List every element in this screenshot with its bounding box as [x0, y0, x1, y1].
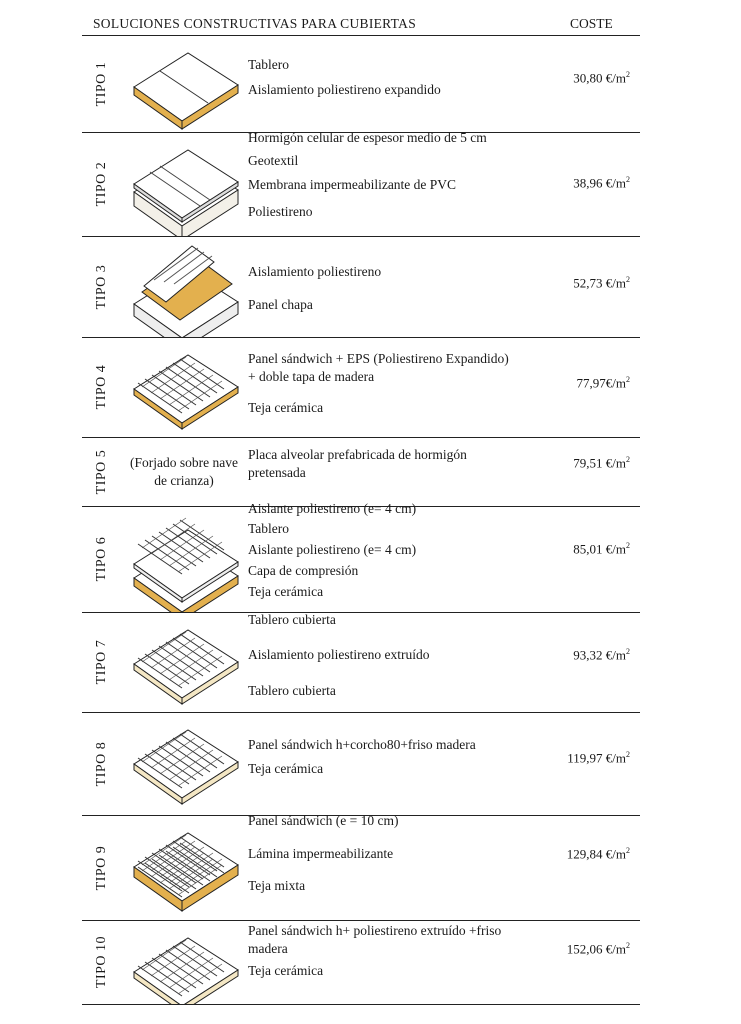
table-header — [0, 0, 741, 36]
row-type-text: TIPO 8 — [94, 741, 109, 786]
row-type-text: TIPO 5 — [94, 449, 109, 494]
roof-section-drawing — [120, 815, 250, 920]
description-line: Poliestireno — [248, 204, 313, 219]
row-cost — [560, 275, 630, 291]
row-description — [248, 35, 548, 132]
cost-unit-exponent: 2 — [626, 455, 630, 464]
row-description — [248, 132, 548, 236]
description-line: Tablero — [248, 521, 290, 536]
description-line: Teja mixta — [248, 878, 306, 893]
row-cost — [560, 455, 630, 471]
description-line: Teja cerámica — [248, 400, 324, 415]
table-row — [82, 337, 640, 437]
cost-unit-exponent: 2 — [626, 846, 630, 855]
table-row — [82, 712, 640, 815]
row-divider — [82, 1004, 640, 1005]
description-line: madera — [248, 941, 288, 956]
cost-column-header: COSTE — [570, 16, 613, 31]
row-type-label — [82, 437, 122, 506]
description-line: Aislamiento poliestireno expandido — [248, 82, 441, 97]
description-line: Teja cerámica — [248, 584, 324, 599]
table-row — [82, 815, 640, 920]
description-line: Panel sándwich h+corcho80+friso madera — [248, 737, 476, 752]
table-row — [82, 132, 640, 236]
description-line: Teja cerámica — [248, 761, 324, 776]
roof-section-drawing — [120, 506, 250, 612]
description-line: Panel sándwich h+ poliestireno extruído +friso — [248, 923, 502, 938]
row-type-label — [82, 815, 122, 920]
cost-value: 52,73 €/m — [573, 275, 626, 291]
cost-value: 93,32 €/m — [573, 647, 626, 663]
description-line: Teja cerámica — [248, 963, 324, 978]
row-type-text: TIPO 3 — [94, 264, 109, 309]
row-type-label — [82, 920, 122, 1004]
row-description — [248, 337, 548, 437]
row-description — [248, 612, 548, 712]
row-cost — [560, 647, 630, 663]
table-row — [82, 437, 640, 506]
description-line: Hormigón celular de espesor medio de 5 cm — [248, 130, 487, 145]
cost-unit-exponent: 2 — [626, 175, 630, 184]
row-description — [248, 712, 548, 815]
row-type-text: TIPO 1 — [94, 61, 109, 106]
roof-section-drawing — [120, 35, 250, 132]
cost-value: 77,97€/m — [576, 375, 626, 391]
description-line: Tablero — [248, 57, 290, 72]
cost-value: 38,96 €/m — [573, 175, 626, 191]
description-line: Aislante poliestireno (e= 4 cm) — [248, 542, 417, 557]
row-type-text: TIPO 6 — [94, 536, 109, 582]
row-description — [248, 236, 548, 337]
roof-section-drawing — [120, 236, 250, 337]
cost-unit-exponent: 2 — [626, 70, 630, 79]
row-cost — [560, 175, 630, 191]
row-type-text: TIPO 9 — [94, 845, 109, 890]
description-line: Panel sándwich (e = 10 cm) — [248, 813, 399, 828]
row-type-label — [82, 337, 122, 437]
row-description — [248, 437, 548, 506]
row-cost — [560, 941, 630, 957]
cost-unit-exponent: 2 — [626, 275, 630, 284]
description-line: pretensada — [248, 465, 306, 480]
description-line: + doble tapa de madera — [248, 369, 375, 384]
row-type-text: TIPO 10 — [94, 935, 109, 989]
description-line: Panel sándwich + EPS (Poliestireno Expandido) — [248, 351, 509, 366]
description-line: Tablero cubierta — [248, 612, 336, 627]
description-line: Capa de compresión — [248, 563, 359, 578]
cost-unit-exponent: 2 — [626, 647, 630, 656]
cost-value: 119,97 €/m — [567, 750, 626, 766]
row-description — [248, 920, 548, 1004]
row-type-label — [82, 236, 122, 337]
table-row — [82, 236, 640, 337]
row-type-label — [82, 132, 122, 236]
roof-section-drawing — [120, 712, 250, 815]
roof-section-drawing — [120, 612, 250, 712]
description-line: Placa alveolar prefabricada de hormigón — [248, 447, 467, 462]
description-line: Geotextil — [248, 153, 299, 168]
cost-unit-exponent: 2 — [626, 750, 630, 759]
cost-value: 152,06 €/m — [566, 941, 626, 957]
row-cost — [560, 375, 630, 391]
row-cost — [560, 750, 630, 766]
cost-value: 30,80 €/m — [573, 70, 626, 86]
roof-section-drawing — [120, 132, 250, 236]
row-type-label — [82, 612, 122, 712]
cost-unit-exponent: 2 — [626, 375, 630, 384]
cost-value: 79,51 €/m — [573, 455, 626, 471]
row-type-label — [82, 35, 122, 132]
description-line: Tablero cubierta — [248, 683, 336, 698]
row-type-label — [82, 712, 122, 815]
cost-value: 85,01 €/m — [573, 541, 626, 557]
row-type-text: TIPO 7 — [94, 639, 109, 685]
row-type-text: TIPO 4 — [94, 364, 109, 410]
cost-unit-exponent: 2 — [626, 541, 630, 550]
row-cost — [560, 70, 630, 86]
row-type-label — [82, 506, 122, 612]
row-description — [248, 815, 548, 920]
table-row — [82, 920, 640, 1004]
table-row — [82, 35, 640, 132]
cost-unit-exponent: 2 — [626, 941, 630, 950]
table-title: SOLUCIONES CONSTRUCTIVAS PARA CUBIERTAS — [93, 16, 416, 31]
row-cost — [560, 846, 630, 862]
table-row — [82, 501, 640, 612]
row-note: (Forjado sobre nave de crianza) — [130, 454, 238, 488]
row-type-text: TIPO 2 — [94, 161, 109, 207]
description-line: Aislamiento poliestireno extruído — [248, 647, 430, 662]
cost-value: 129,84 €/m — [566, 846, 626, 862]
row-description — [248, 501, 548, 612]
description-line: Lámina impermeabilizante — [248, 846, 394, 861]
roof-section-drawing — [120, 920, 250, 1004]
description-line: Panel chapa — [248, 297, 313, 312]
table-row — [82, 612, 640, 712]
description-line: Aislante poliestireno (e= 4 cm) — [248, 501, 417, 516]
description-line: Membrana impermeabilizante de PVC — [248, 177, 457, 192]
description-line: Aislamiento poliestireno — [248, 264, 382, 279]
row-cost — [560, 541, 630, 557]
roof-section-drawing — [120, 337, 250, 437]
